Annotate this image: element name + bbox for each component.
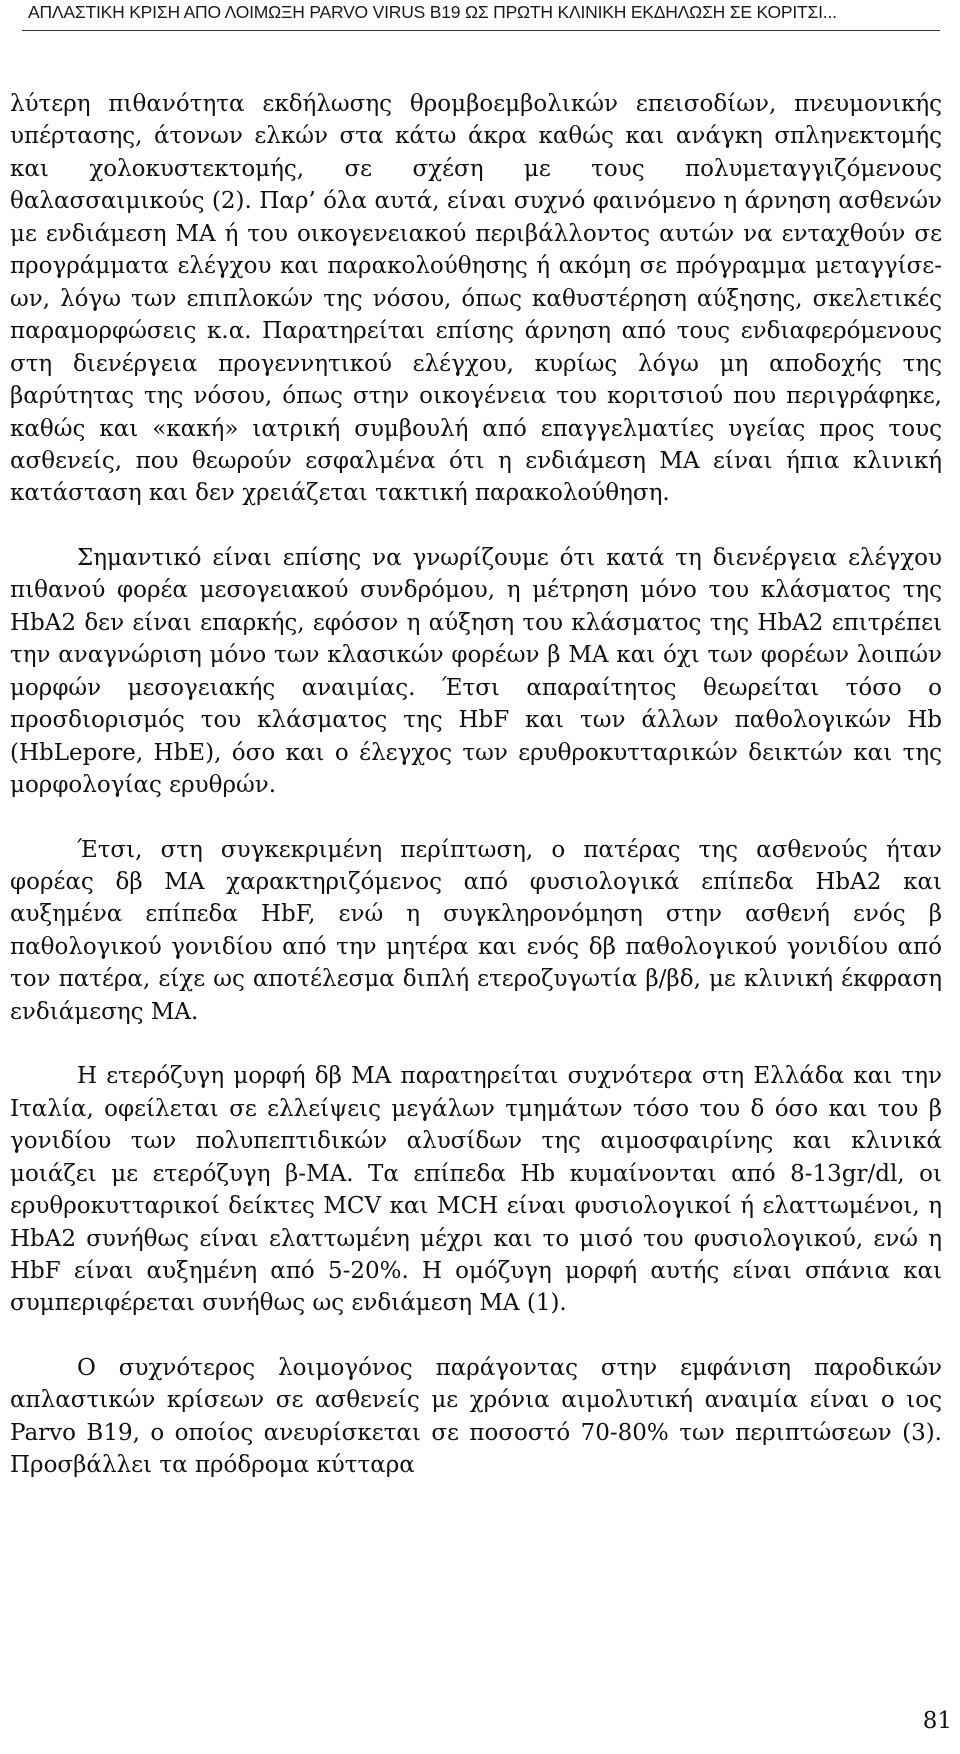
paragraph-1: λύτερη πιθανότητα εκδήλωσης θρομβοεμβολικών επεισοδίων, πνευμονικής υπέρτασης, άτονων ελκών στα κάτω άκρα καθώς και ανάγκη σπληνεκτομής και χολοκυστεκτομής, σε σχέση με τους πολυμεταγγιζόμενους θαλασσαιμικούς (2). Παρ’ όλα αυτά, είναι συχνό φαινόμενο η άρνηση ασθενών με ενδιάμεση ΜΑ ή του οικογενειακού περιβάλλοντος αυτών να ενταχθούν σε προγράμματα ελέγχου και παρακολούθησης ή ακόμη σε πρόγραμμα μεταγγίσεων, λόγω των επιπλοκών της νόσου, όπως καθυστέρηση αύξησης, σκελετικές παραμορφώσεις κ.α. Παρατηρείται επίσης άρνηση από τους ενδιαφερόμενους στη διενέργεια προγεννητικού ελέγχου, κυρίως λόγω μη αποδοχής της βαρύτητας της νόσου, όπως στην οικογένεια του κοριτσιού που περιγράφηκε, καθώς και «κακή» ιατρική συμβουλή από επαγγελματίες υγείας προς τους ασθενείς, που θεωρούν εσφαλμένα ότι η ενδιάμεση ΜΑ είναι ήπια κλινική κατάσταση και δεν χρειάζεται τακτική παρακολούθηση. xyxy=(10,91,942,507)
paragraph-4: Η ετερόζυγη μορφή δβ ΜΑ παρατηρείται συχνότερα στη Ελλάδα και την Ιταλία, οφείλεται σε ελλείψεις μεγάλων τμημάτων τόσο του δ όσο και του β γονιδίου των πολυπεπτιδικών αλυσίδων της αιμοσφαιρίνης και κλινικά μοιάζει με ετερόζυγη β-ΜΑ. Τα επίπεδα Hb κυμαίνονται από 8-13gr/dl, οι ερυθροκυτταρικοί δείκτες MCV και MCH είναι φυσιολογικοί ή ελαττωμένοι, η HbA2 συνήθως είναι ελαττωμένη μέχρι και το μισό του φυσιολογικού, ενώ η HbF είναι αυξημένη από 5-20%. Η ομόζυγη μορφή αυτής είναι σπάνια και συμπεριφέρεται συνήθως ως ενδιάμεση ΜΑ (1). xyxy=(10,1063,942,1317)
page-number: 81 xyxy=(922,1708,952,1734)
header-divider xyxy=(22,30,940,31)
running-header: ΑΠΛΑΣΤΙΚΗ ΚΡΙΣΗ ΑΠΟ ΛΟΙΜΩΞΗ PARVO VIRUS B19 ΩΣ ΠΡΩΤΗ ΚΛΙΝΙΚΗ ΕΚΔΗΛΩΣΗ ΣΕ ΚΟΡΙΤΣΙ... xyxy=(28,2,837,22)
article-body xyxy=(10,88,942,1482)
paragraph-2: Σημαντικό είναι επίσης να γνωρίζουμε ότι κατά τη διενέργεια ελέγχου πιθανού φορέα μεσογειακού συνδρόμου, η μέτρηση μόνο του κλάσματος της HbA2 δεν είναι επαρκής, εφόσον η αύξηση του κλάσματος της HbA2 επιτρέπει την αναγνώριση μόνο των κλασικών φορέων β ΜΑ και όχι των φορέων λοιπών μορφών μεσογειακής αναιμίας. Έτσι απαραίτητος θεωρείται τόσο ο προσδιορισμός του κλάσματος της HbF και των άλλων παθολογικών Hb (HbLepore, HbE), όσο και ο έλεγχος των ερυθροκυτταρικών δεικτών και της μορφολογίας ερυθρών. xyxy=(10,544,942,799)
paragraph-5: Ο συχνότερος λοιμογόνος παράγοντας στην εμφάνιση παροδικών απλαστικών κρίσεων σε ασθενείς με χρόνια αιμολυτική αναιμία είναι ο ιος Parvo B19, ο οποίος ανευρίσκεται σε ποσοστό 70-80% των περιπτώσεων (3). Προσβάλλει τα πρόδρομα κύτταρα xyxy=(10,1354,942,1479)
paragraph-3: Έτσι, στη συγκεκριμένη περίπτωση, ο πατέρας της ασθενούς ήταν φορέας δβ ΜΑ χαρακτηριζόμενος από φυσιολογικά επίπεδα HbA2 και αυξημένα επίπεδα HbF, ενώ η συγκληρονόμηση στην ασθενή ενός β παθολογικού γονιδίου από την μητέρα και ενός δβ παθολογικού γονιδίου από τον πατέρα, είχε ως αποτέλεσμα διπλή ετεροζυγωτία β/βδ, με κλινική έκφραση ενδιάμεσης ΜΑ. xyxy=(10,836,942,1025)
